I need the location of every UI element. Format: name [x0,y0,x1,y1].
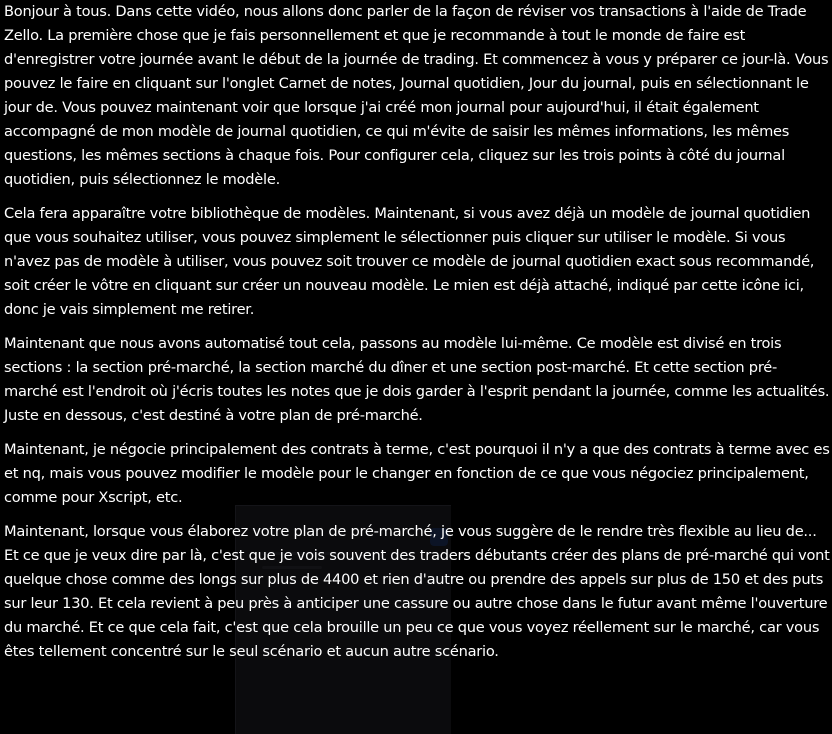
transcript-paragraph: Maintenant, je négocie principalement des contrats à terme, c'est pourquoi il n'y a que des contrats à terme avec es et nq, mais vous pouvez modifier le modèle pour le changer en fonction de ce que vous négociez principalement, comme pour Xscript, etc. [4,441,830,506]
transcript-paragraph: Cela fera apparaître votre bibliothèque de modèles. Maintenant, si vous avez déjà un modèle de journal quotidien que vous souhaitez utiliser, vous pouvez simplement le sélectionner puis cliquer sur utiliser le modèle. Si vous n'avez pas de modèle à utiliser, vous pouvez soit trouver ce modèle de journal quotidien exact sous recommandé, soit créer le vôtre en cliquant sur créer un nouveau modèle. Le mien est déjà attaché, indiqué par cette icône ici, donc je vais simplement me retirer. [4,205,815,318]
transcript-paragraph: Maintenant que nous avons automatisé tout cela, passons au modèle lui-même. Ce modèle est divisé en trois sections : la section pré-marché, la section marché du dîner et une section post-marché. Et cette section pré-marché est l'endroit où j'écris toutes les notes que je dois garder à l'esprit pendant la journée, comme les actualités. Juste en dessous, c'est destiné à votre plan de pré-marché. [4,335,830,424]
transcript-paragraph: Maintenant, lorsque vous élaborez votre plan de pré-marché, je vous suggère de le rendre très flexible au lieu de... Et ce que je veux dire par là, c'est que je vois souvent des traders débutants créer des plans de pré-marché qui vont quelque chose comme des longs sur plus de 4400 et rien d'autre ou prendre des appels sur plus de 150 et des puts sur leur 130. Et cela revient à peu près à anticiper une cassure ou autre chose dans le futur avant même l'ouverture du marché. Et ce que cela fait, c'est que cela brouille un peu ce que vous voyez réellement sur le marché, car vous êtes tellement concentré sur le seul scénario et aucun autre scénario. [4,523,830,660]
transcript-paragraph: Bonjour à tous. Dans cette vidéo, nous allons donc parler de la façon de réviser vos transactions à l'aide de Trade Zello. La première chose que je fais personnellement et que je recommande à tout le monde de faire est d'enregistrer votre journée avant le début de la journée de trading. Et commencez à vous y préparer ce jour-là. Vous pouvez le faire en cliquant sur l'onglet Carnet de notes, Journal quotidien, Jour du journal, puis en sélectionnant le jour de. Vous pouvez maintenant voir que lorsque j'ai créé mon journal pour aujourd'hui, il était également accompagné de mon modèle de journal quotidien, ce qui m'évite de saisir les mêmes informations, les mêmes questions, les mêmes sections à chaque fois. Pour configurer cela, cliquez sur les trois points à côté du journal quotidien, puis sélectionnez le modèle. [4,3,829,188]
transcript-text [4,0,830,674]
